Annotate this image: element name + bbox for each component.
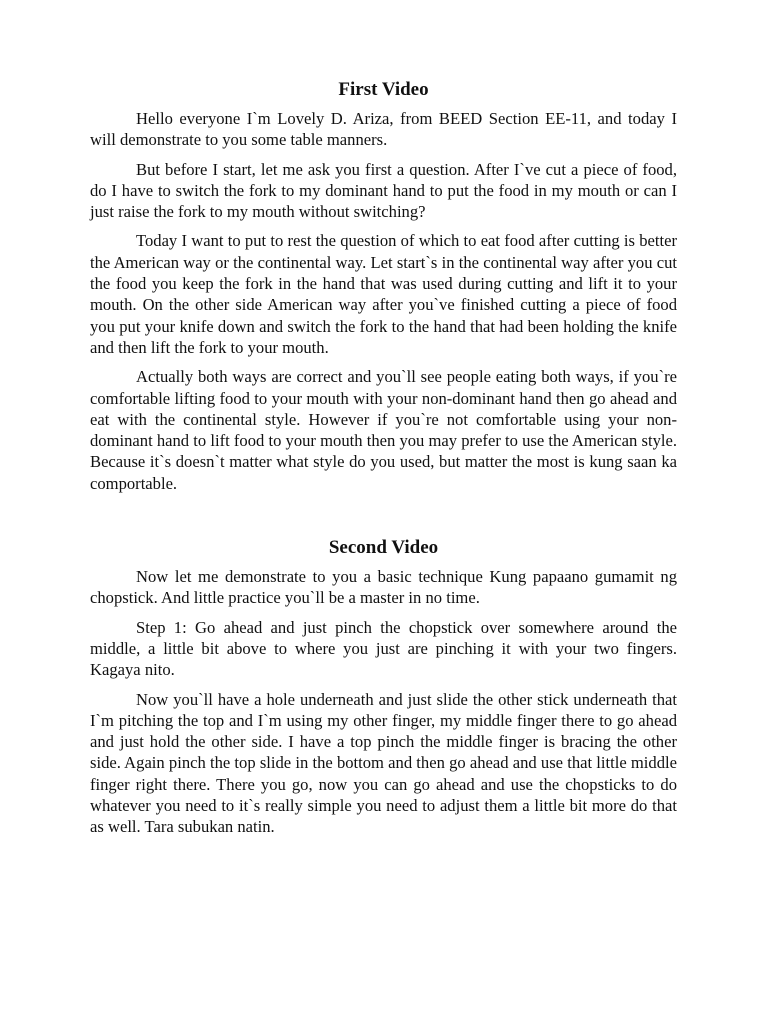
paragraph: Now let me demonstrate to you a basic technique Kung papaano gumamit ng chopstick. And little practice you`ll be a master in no time.	[90, 567, 677, 608]
document-page	[90, 76, 677, 846]
section-title-first-video: First Video	[338, 79, 429, 100]
paragraph: Now you`ll have a hole underneath and just slide the other stick underneath that I`m pitching the top and I`m using my other finger, my middle finger there to go ahead and just hold the other side. I have a top pinch the middle finger is bracing the other side. Again pinch the top slide in the bottom and then go ahead and use that little middle finger right there. There you go, now you can go ahead and use the chopsticks to do whatever you need to it`s really simple you need to adjust them a little bit more do that as well. Tara subukan natin.	[90, 689, 677, 837]
paragraph: Today I want to put to rest the question of which to eat food after cutting is better the American way or the continental way. Let start`s in the continental way after you cut the food you keep the fork in the hand that was used during cutting and lift it to your mouth. On the other side American way after you`ve finished cutting a piece of food you put your knife down and switch the fork to the hand that had been holding the knife and then lift the fork to your mouth.	[90, 231, 677, 357]
paragraph: But before I start, let me ask you first a question. After I`ve cut a piece of food, do I have to switch the fork to my dominant hand to put the food in my mouth or can I just raise the fork to my mouth without switching?	[90, 159, 677, 222]
paragraph: Step 1: Go ahead and just pinch the chopstick over somewhere around the middle, a little bit above to where you just are pinching it with your two fingers. Kagaya nito.	[90, 617, 677, 680]
section-title-second-video: Second Video	[328, 537, 439, 559]
paragraph: Actually both ways are correct and you`ll see people eating both ways, if you`re comfortable lifting food to your mouth with your non-dominant hand then go ahead and eat with the continental style. However if you`re not comfortable using your non-dominant hand to lift food to your mouth then you may prefer to use the American style. Because it`s doesn`t matter what style do you used, but matter the most is kung saan ka comportable.	[90, 367, 677, 493]
paragraph: Hello everyone I`m Lovely D. Ariza, from BEED Section EE-11, and today I will demonstrate to you some table manners.	[90, 109, 677, 150]
